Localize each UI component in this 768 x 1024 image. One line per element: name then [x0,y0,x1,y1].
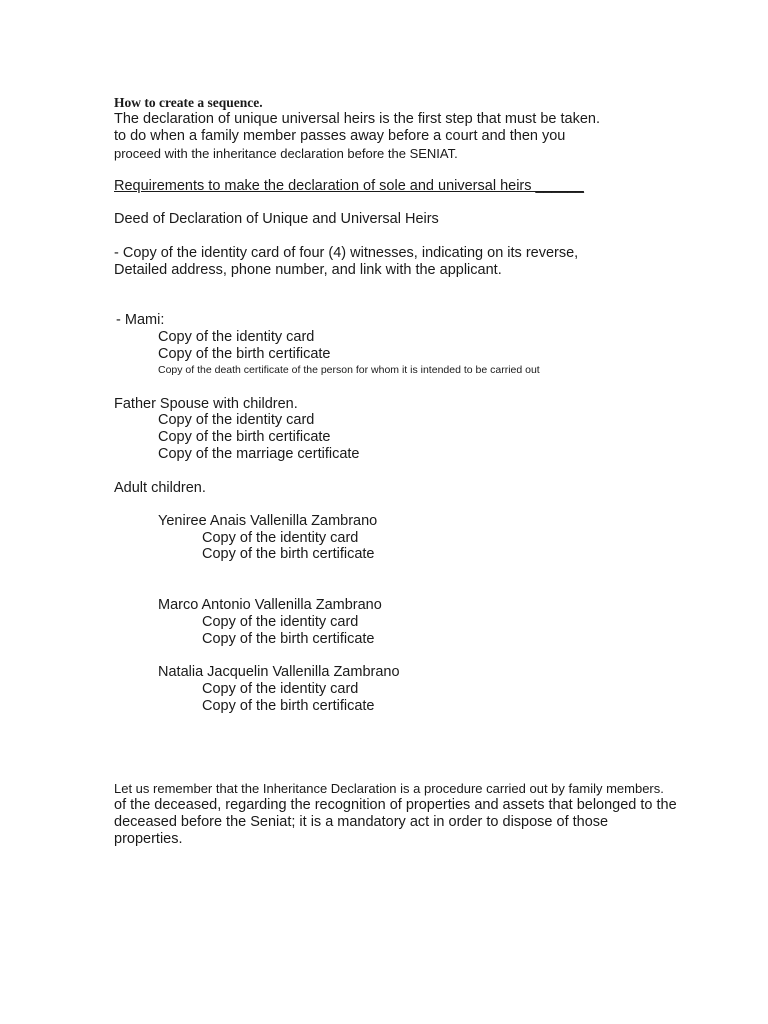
child-name: Yeniree Anais Vallenilla Zambrano [158,513,378,529]
intro-line-1: The declaration of unique universal heirs is the first step that must be taken. [114,111,601,127]
closing-line-2: of the deceased, regarding the recognition of properties and assets that belonged to the [114,797,677,813]
father-item: Copy of the identity card [158,412,315,428]
father-item: Copy of the marriage certificate [158,446,360,462]
child-item: Copy of the identity card [202,614,359,630]
child-item: Copy of the identity card [202,530,359,546]
mami-item: Copy of the identity card [158,329,315,345]
child-name: Natalia Jacquelin Vallenilla Zambrano [158,664,400,680]
intro-line-3: proceed with the inheritance declaration before the SENIAT. [114,146,458,161]
requirements-heading: Requirements to make the declaration of sole and universal heirs ______ [114,178,584,194]
deed-title: Deed of Declaration of Unique and Universal Heirs [114,211,439,227]
closing-line-1: Let us remember that the Inheritance Declaration is a procedure carried out by family members. [114,781,664,796]
child-item: Copy of the birth certificate [202,698,375,714]
child-item: Copy of the birth certificate [202,546,375,562]
father-item: Copy of the birth certificate [158,429,331,445]
closing-line-3: deceased before the Seniat; it is a mandatory act in order to dispose of those [114,814,609,830]
witness-line-1: - Copy of the identity card of four (4) witnesses, indicating on its reverse, [114,245,579,261]
child-name: Marco Antonio Vallenilla Zambrano [158,597,382,613]
mami-item: Copy of the death certificate of the person for whom it is intended to be carried out [158,364,540,376]
father-label: Father Spouse with children. [114,396,298,412]
mami-label: - Mami: [112,312,165,328]
child-item: Copy of the birth certificate [202,631,375,647]
witness-line-2: Detailed address, phone number, and link with the applicant. [114,262,502,278]
child-item: Copy of the identity card [202,681,359,697]
intro-line-2: to do when a family member passes away before a court and then you [114,128,566,144]
adult-children-label: Adult children. [114,480,206,496]
mami-item: Copy of the birth certificate [158,346,331,362]
document-title: How to create a sequence. [114,95,263,110]
closing-line-4: properties. [114,831,183,847]
